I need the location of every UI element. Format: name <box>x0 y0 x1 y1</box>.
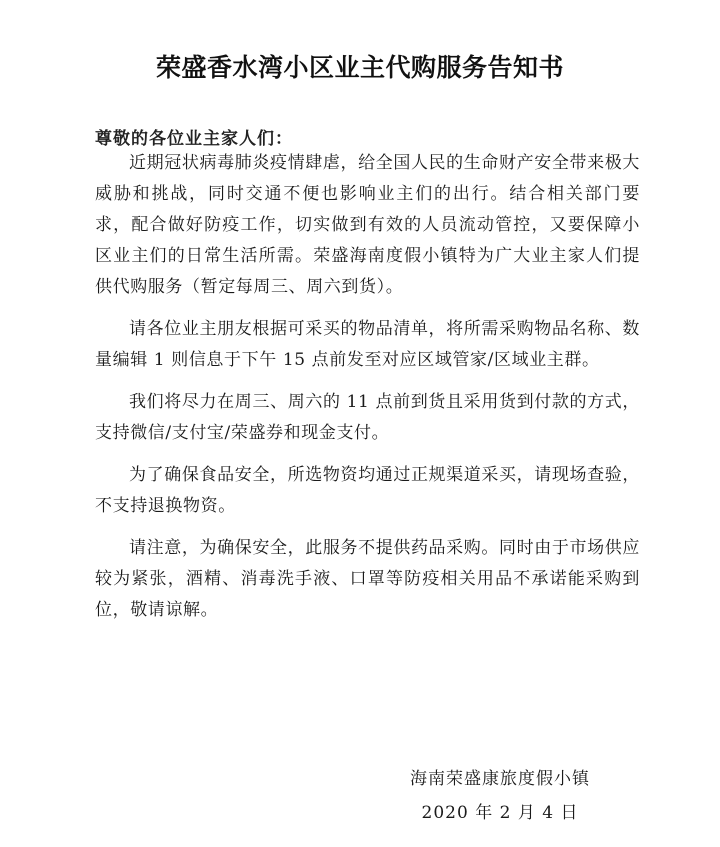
document-title: 荣盛香水湾小区业主代购服务告知书 <box>155 53 564 82</box>
paragraph-4: 为了确保食品安全，所选物资均通过正规渠道采买，请现场查验，不支持退换物资。 <box>95 465 640 516</box>
paragraph-5: 请注意，为确保安全，此服务不提供药品采购。同时由于市场供应较为紧张，酒精、消毒洗手液、口罩等防疫相关用品不承诺能采购到位，敬请谅解。 <box>95 538 640 620</box>
paragraph-3: 我们将尽力在周三、周六的 11 点前到货且采用货到付款的方式，支持微信/支付宝/荣盛券和现金支付。 <box>95 392 640 443</box>
paragraph-2: 请各位业主朋友根据可采买的物品清单，将所需采购物品名称、数量编辑 1 则信息于下午 15 点前发至对应区域管家/区域业主群。 <box>95 319 640 370</box>
signature-block <box>410 762 590 830</box>
paragraph-1: 近期冠状病毒肺炎疫情肆虐，给全国人民的生命财产安全带来极大威胁和挑战，同时交通不便也影响业主们的出行。结合相关部门要求，配合做好防疫工作，切实做到有效的人员流动管控，又要保障小区业主们的日常生活所需。荣盛海南度假小镇特为广大业主家人们提供代购服务（暂定每周三、周六到货）。 <box>95 153 640 297</box>
signature-organization: 海南荣盛康旅度假小镇 <box>410 769 590 789</box>
salutation: 尊敬的各位业主家人们： <box>95 129 293 149</box>
signature-date: 2020 年 2 月 4 日 <box>421 803 579 823</box>
document-body <box>95 148 640 637</box>
